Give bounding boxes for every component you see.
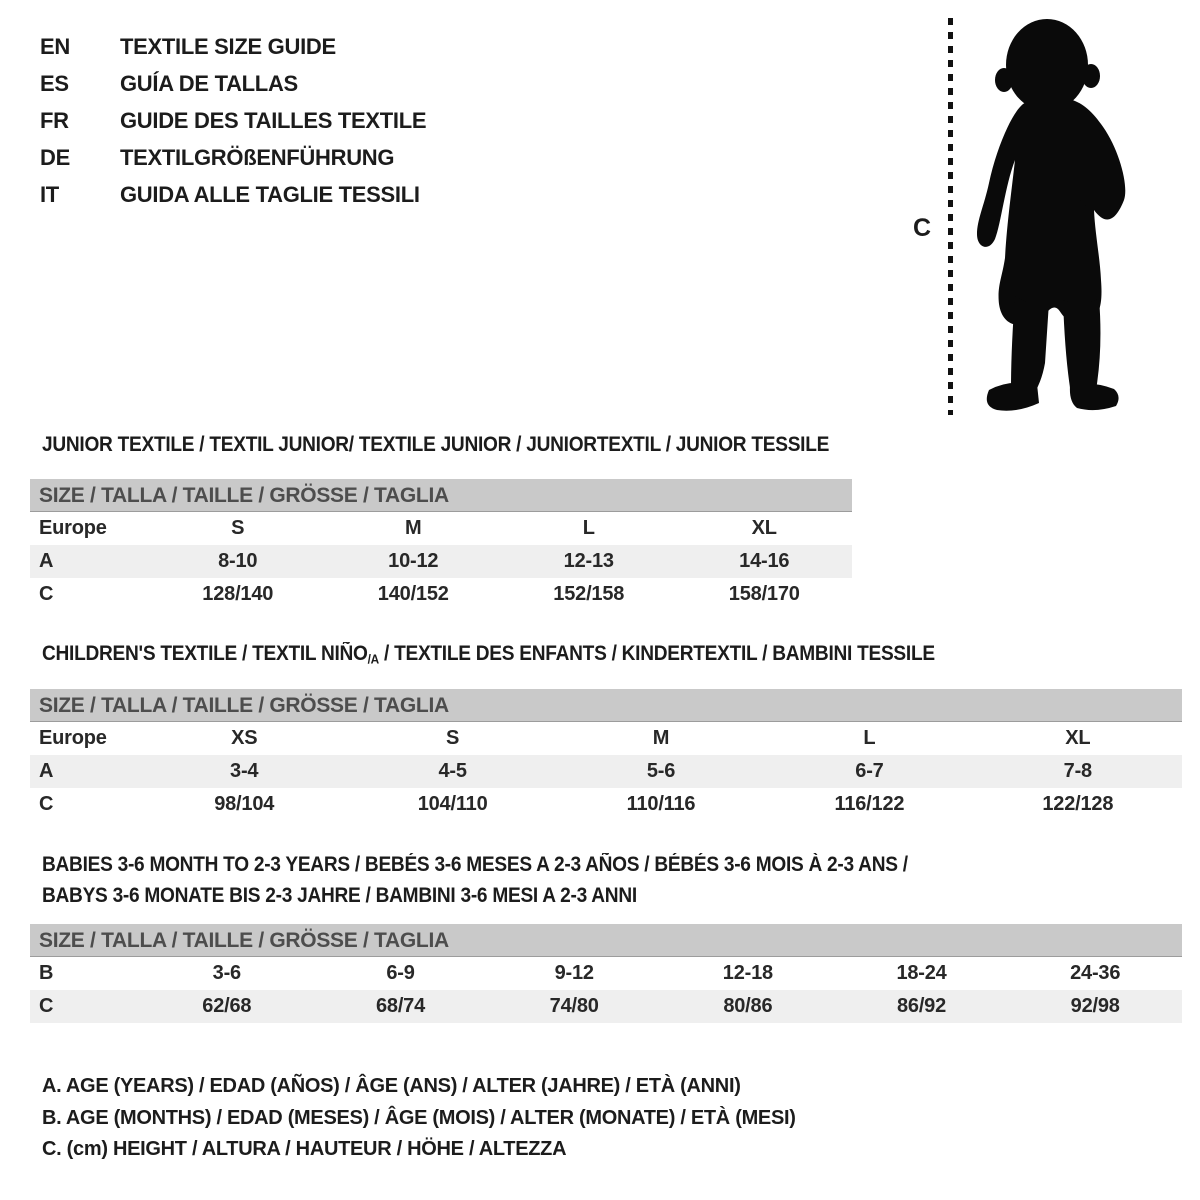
height-cell: 158/170 <box>728 583 800 605</box>
lang-row-de <box>40 139 426 176</box>
age-cell: 18-24 <box>896 962 947 984</box>
height-measure-dashed-line <box>948 18 953 415</box>
row-label: C <box>39 583 54 605</box>
children-title-sub: /A <box>367 651 379 667</box>
height-cell: 92/98 <box>1070 995 1120 1017</box>
lang-code: ES <box>40 71 69 96</box>
age-cell: 14-16 <box>739 550 790 572</box>
height-cell: 116/122 <box>834 793 905 815</box>
toddler-silhouette-icon <box>969 18 1133 414</box>
height-cell: 98/104 <box>214 793 275 815</box>
lang-title: GUIDA ALLE TAGLIE TESSILI <box>120 182 420 207</box>
language-title-list <box>40 28 426 213</box>
age-cell: 6-9 <box>386 962 415 984</box>
children-size-header-bar: SIZE / TALLA / TAILLE / GRÖSSE / TAGLIA <box>30 689 1182 722</box>
height-cell: 110/116 <box>626 793 696 815</box>
footnote-c: C. (cm) HEIGHT / ALTURA / HAUTEUR / HÖHE / ALTEZZA <box>42 1138 567 1160</box>
junior-size-header-bar: SIZE / TALLA / TAILLE / GRÖSSE / TAGLIA <box>30 479 852 512</box>
size-cell: S <box>231 517 245 539</box>
table-row-europe <box>30 722 1182 755</box>
height-cell: 80/86 <box>723 995 773 1017</box>
size-cell: XL <box>751 517 777 539</box>
lang-row-fr <box>40 102 426 139</box>
children-size-table <box>30 689 1182 821</box>
height-cell: 62/68 <box>202 995 252 1017</box>
height-cell: 122/128 <box>1042 793 1114 815</box>
age-cell: 5-6 <box>646 760 676 782</box>
footnote-b: B. AGE (MONTHS) / EDAD (MESES) / ÂGE (MOIS) / ALTER (MONATE) / ETÀ (MESI) <box>42 1106 796 1129</box>
height-cell: 104/110 <box>417 793 488 815</box>
table-row-age-years <box>30 755 1182 788</box>
babies-size-table <box>30 924 1182 1023</box>
table-row-height-cm <box>30 578 852 611</box>
age-cell: 6-7 <box>855 760 884 782</box>
lang-code: EN <box>40 34 70 59</box>
table-row-europe <box>30 512 852 545</box>
lang-code: DE <box>40 145 70 170</box>
children-title-part1: CHILDREN'S TEXTILE / TEXTIL NIÑO <box>42 642 368 665</box>
children-title-part2: / TEXTILE DES ENFANTS / KINDERTEXTIL / BAMBINI TESSILE <box>378 642 935 665</box>
age-cell: 10-12 <box>388 550 439 572</box>
age-cell: 12-18 <box>722 962 773 984</box>
size-cell: S <box>446 727 460 749</box>
row-label: C <box>39 793 54 815</box>
size-cell: L <box>582 517 595 539</box>
table-row-height-cm <box>30 990 1182 1023</box>
age-cell: 3-4 <box>230 760 259 782</box>
row-label: B <box>39 962 54 984</box>
measure-c-label: C <box>913 214 932 242</box>
lang-row-es <box>40 65 426 102</box>
size-cell: XL <box>1065 727 1091 749</box>
size-cell: L <box>863 727 876 749</box>
table-row-age-months <box>30 957 1182 990</box>
junior-section-title: JUNIOR TEXTILE / TEXTIL JUNIOR/ TEXTILE JUNIOR / JUNIORTEXTIL / JUNIOR TESSILE <box>42 433 830 456</box>
babies-size-header-bar: SIZE / TALLA / TAILLE / GRÖSSE / TAGLIA <box>30 924 1182 957</box>
age-cell: 3-6 <box>212 962 241 984</box>
age-cell: 24-36 <box>1070 962 1121 984</box>
table-row-height-cm <box>30 788 1182 821</box>
table-row-age-years <box>30 545 852 578</box>
babies-title-line2: BABYS 3-6 MONATE BIS 2-3 JAHRE / BAMBINI 3-6 MESI A 2-3 ANNI <box>42 884 637 907</box>
lang-row-en <box>40 28 426 65</box>
height-cell: 140/152 <box>377 583 449 605</box>
lang-title: TEXTILGRÖßENFÜHRUNG <box>120 145 395 170</box>
height-cell: 74/80 <box>549 995 599 1017</box>
lang-row-it <box>40 176 426 213</box>
height-cell: 128/140 <box>202 583 274 605</box>
lang-code: IT <box>40 182 59 207</box>
lang-title: TEXTILE SIZE GUIDE <box>120 34 336 59</box>
size-cell: M <box>652 727 670 749</box>
height-cell: 86/92 <box>896 995 947 1017</box>
age-cell: 4-5 <box>438 760 467 782</box>
footnote-a: A. AGE (YEARS) / EDAD (AÑOS) / ÂGE (ANS) / ALTER (JAHRE) / ETÀ (ANNI) <box>42 1075 741 1097</box>
lang-code: FR <box>40 108 69 133</box>
lang-title: GUIDE DES TAILLES TEXTILE <box>120 108 427 133</box>
row-label: A <box>39 550 54 572</box>
lang-title: GUÍA DE TALLAS <box>120 71 298 96</box>
height-cell: 68/74 <box>375 995 426 1017</box>
row-label: Europe <box>39 517 107 539</box>
row-label: A <box>39 760 54 782</box>
age-cell: 8-10 <box>218 550 258 572</box>
size-cell: XS <box>231 727 258 749</box>
junior-size-table <box>30 479 852 611</box>
babies-title-line1: BABIES 3-6 MONTH TO 2-3 YEARS / BEBÉS 3-6 MESES A 2-3 AÑOS / BÉBÉS 3-6 MOIS À 2-3 ANS / <box>42 853 908 876</box>
size-cell: M <box>405 517 422 539</box>
age-cell: 9-12 <box>554 962 594 984</box>
footnote-legend <box>42 1071 796 1166</box>
age-cell: 7-8 <box>1063 760 1092 782</box>
height-cell: 152/158 <box>553 583 625 605</box>
children-section-title <box>42 642 935 667</box>
babies-section-title <box>42 849 993 911</box>
age-cell: 12-13 <box>563 550 614 572</box>
row-label: C <box>39 995 54 1017</box>
row-label: Europe <box>39 727 107 749</box>
